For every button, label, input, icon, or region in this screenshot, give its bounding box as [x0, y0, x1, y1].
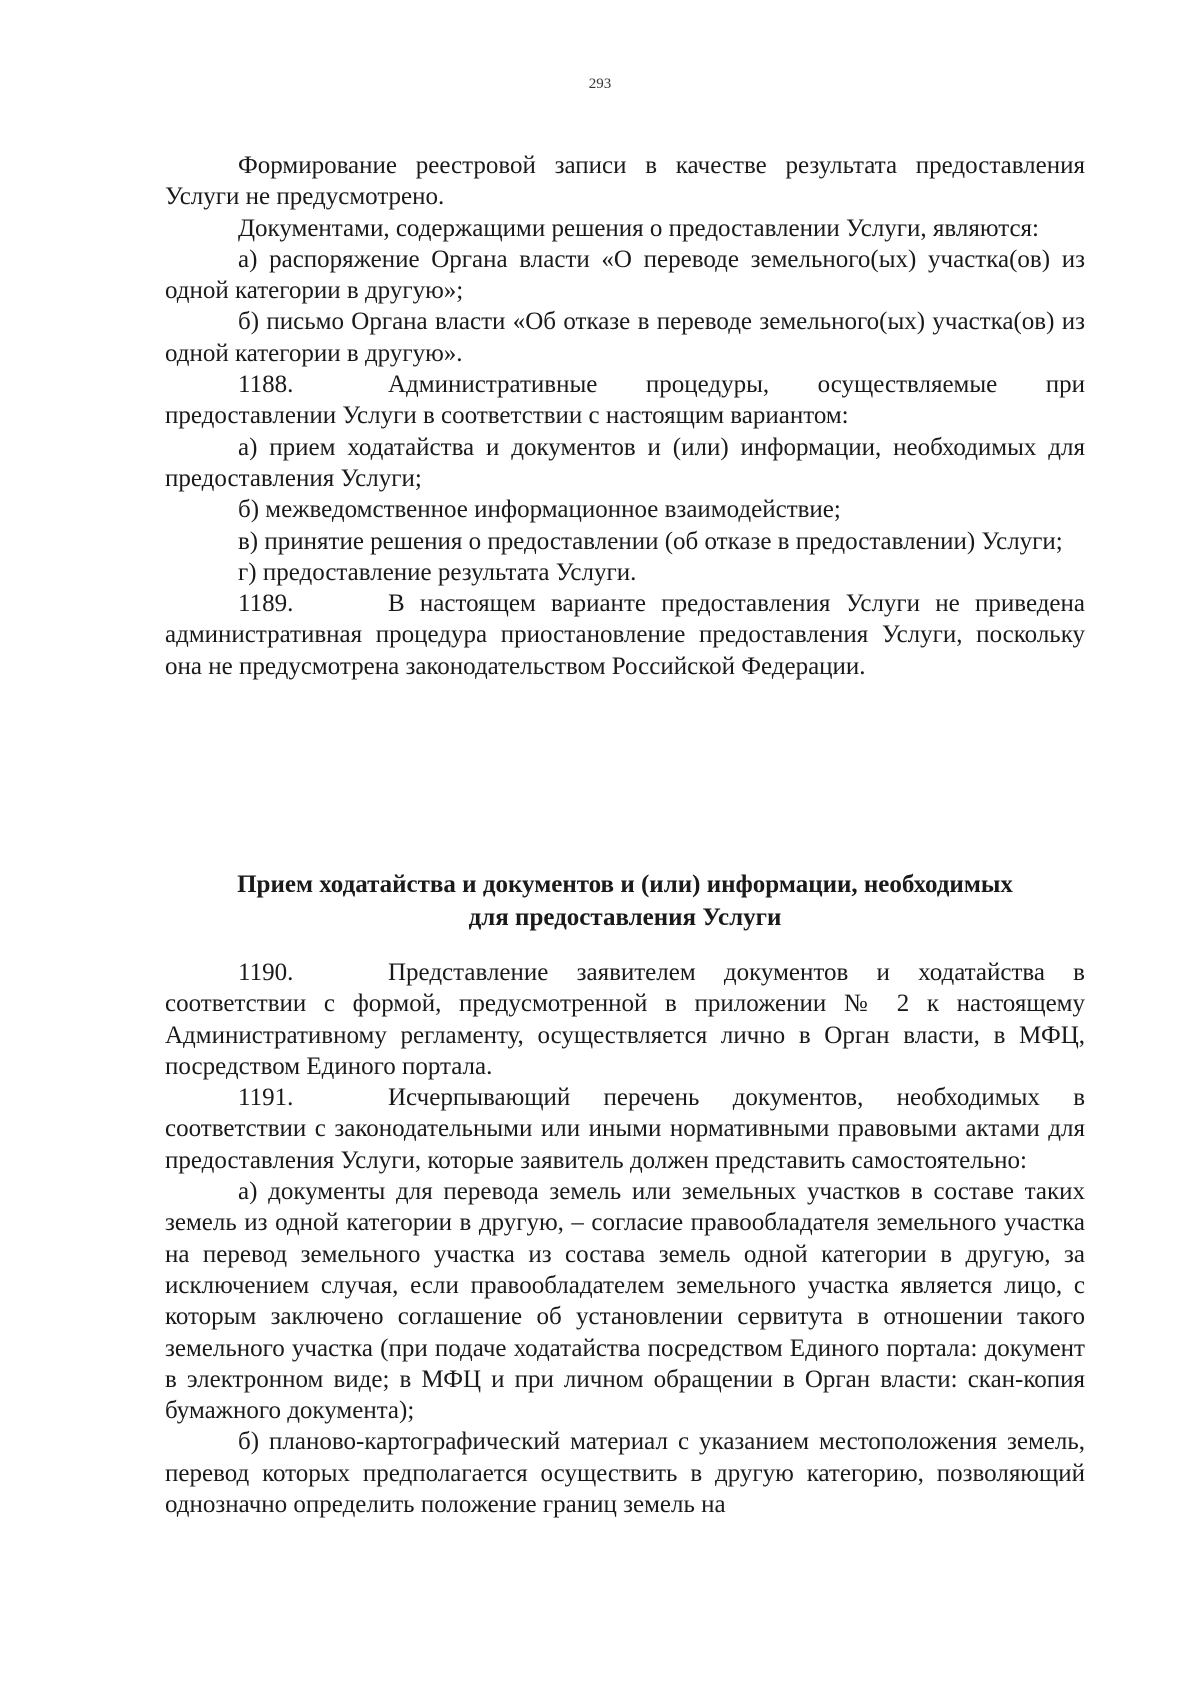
list-item: а) документы для перевода земель или земельных участков в составе таких земель из одной категории в другую, – согласие правообладателя земельного участка на перевод земельного участка из состава земель одной категории в другую, за исключением случая, если правообладателем земельного участка является лицо, с которым заключено соглашение об установлении сервитута в отношении такого земельного участка (при подаче ходатайства посредством Единого портала: документ в электронном виде; в МФЦ и при личном обращении в Орган власти: скан-копия бумажного документа);	[165, 1178, 1085, 1425]
list-item: б) межведомственное информационное взаимодействие;	[238, 496, 841, 524]
list-item: а) распоряжение Органа власти «О переводе земельного(ых) участка(ов) из одной категории в другую»;	[165, 245, 1085, 305]
list-item: б) планово-картографический материал с указанием местоположения земель, перевод которых предполагается осуществить в другую категорию, позволяющий однозначно определить положение границ земель на	[165, 1428, 1085, 1519]
numbered-paragraph: 1191. Исчерпывающий перечень документов, необходимых в соответствии с законодательными или иными нормативными правовыми актами для предоставления Услуги, которые заявитель должен представить самостоятельно:	[165, 1084, 1085, 1174]
text-block-before-heading	[165, 150, 1085, 682]
list-item: б) письмо Органа власти «Об отказе в переводе земельного(ых) участка(ов) из одной категории в другую».	[165, 308, 1085, 367]
section-heading	[165, 868, 1085, 934]
paragraph-number: 1190.	[238, 959, 294, 986]
numbered-paragraph: 1190. Представление заявителем документов и ходатайства в соответствии с формой, предусмотренной в приложении № 2 к настоящему Административному регламенту, осуществляется лично в Орган власти, в МФЦ, посредством Единого портала.	[165, 959, 1085, 1080]
page-number: 293	[588, 76, 612, 92]
list-item: а) прием ходатайства и документов и (или) информации, необходимых для предоставления Услуги;	[165, 433, 1085, 492]
list-item: г) предоставление результата Услуги.	[238, 558, 637, 586]
paragraph: Документами, содержащими решения о предоставлении Услуги, являются:	[238, 214, 1039, 242]
section-heading-line: Прием ходатайства и документов и (или) информации, необходимых	[237, 871, 1013, 898]
section-heading-line: для предоставления Услуги	[468, 904, 782, 931]
paragraph-number: 1188.	[238, 371, 294, 399]
numbered-paragraph: 1188. Административные процедуры, осуществляемые при предоставлении Услуги в соответствии с настоящим вариантом:	[165, 371, 1085, 430]
numbered-paragraph: 1189. В настоящем варианте предоставления Услуги не приведена административная процедура приостановление предоставления Услуги, поскольку она не предусмотрена законодательством Российской Федерации.	[165, 590, 1085, 680]
list-item: в) принятие решения о предоставлении (об отказе в предоставлении) Услуги;	[238, 527, 1063, 555]
text-block-after-heading	[165, 957, 1085, 1520]
paragraph-number: 1191.	[238, 1084, 294, 1112]
paragraph: Формирование реестровой записи в качестве результата предоставления Услуги не предусмотрено.	[165, 152, 1085, 211]
paragraph-number: 1189.	[238, 590, 294, 618]
